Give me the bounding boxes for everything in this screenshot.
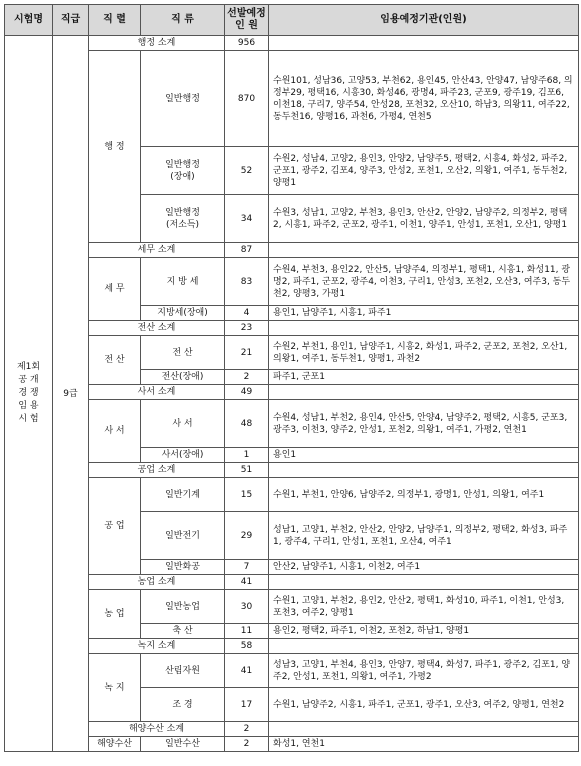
kind-cell: 일반행정 (장애) <box>141 147 225 195</box>
exam-name-line: 제1회 <box>16 362 41 372</box>
subtotal-dest <box>269 463 579 478</box>
kind-cell: 일반전기 <box>141 512 225 560</box>
dest-cell: 용인2, 평택2, 파주1, 이천2, 포천2, 하남1, 양평1 <box>269 624 579 639</box>
kind-cell: 전 산 <box>141 336 225 370</box>
subtotal-dest <box>269 385 579 400</box>
kind-cell: 산림자원 <box>141 654 225 688</box>
table-row <box>5 737 579 752</box>
header-count-line: 인 원 <box>235 20 258 31</box>
count-cell: 29 <box>225 512 269 560</box>
kind-cell: 일반행정 <box>141 51 225 147</box>
count-cell: 21 <box>225 336 269 370</box>
dest-cell: 용인1, 남양주1, 시흥1, 파주1 <box>269 306 579 321</box>
dest-cell: 화성1, 연천1 <box>269 737 579 752</box>
subtotal-label: 사서 소계 <box>89 385 225 400</box>
exam-name-line: 임 용 <box>18 401 39 411</box>
kind-cell: 축 산 <box>141 624 225 639</box>
dest-cell: 수원3, 성남1, 고양2, 부천3, 용인3, 안산2, 안양2, 남양주2, 의정부2, 평택2, 시흥1, 파주2, 군포2, 광주1, 이천1, 양주1, 안성1, 포천1, 오산1, 양평1 <box>269 195 579 243</box>
exam-name-line: 시 험 <box>18 414 39 424</box>
subtotal-dest <box>269 36 579 51</box>
count-cell: 83 <box>225 258 269 306</box>
table-row <box>5 36 579 51</box>
subtotal-count: 41 <box>225 575 269 590</box>
table-row <box>5 722 579 737</box>
count-cell: 7 <box>225 560 269 575</box>
kind-cell: 일반기계 <box>141 478 225 512</box>
kind-cell: 일반수산 <box>141 737 225 752</box>
series-cell: 해양수산 <box>89 737 141 752</box>
subtotal-label: 녹지 소계 <box>89 639 225 654</box>
subtotal-label: 전산 소계 <box>89 321 225 336</box>
series-cell: 농 업 <box>89 590 141 639</box>
subtotal-count: 956 <box>225 36 269 51</box>
count-cell: 52 <box>225 147 269 195</box>
header-dest: 임용예정기관(인원) <box>269 5 579 36</box>
count-cell: 34 <box>225 195 269 243</box>
header-count <box>225 5 269 36</box>
kind-cell: 일반행정 (저소득) <box>141 195 225 243</box>
dest-cell: 수원1, 남양주2, 시흥1, 파주1, 군포1, 광주1, 오산3, 여주2, 양평1, 연천2 <box>269 688 579 722</box>
exam-name-line: 공 개 <box>18 375 39 385</box>
count-cell: 2 <box>225 737 269 752</box>
count-cell: 17 <box>225 688 269 722</box>
subtotal-dest <box>269 243 579 258</box>
dest-cell: 수원1, 고양1, 부천2, 용인2, 안산2, 평택1, 화성10, 파주1, 이천1, 안성3, 포천3, 여주2, 양평1 <box>269 590 579 624</box>
table-row <box>5 258 579 306</box>
kind-cell: 조 경 <box>141 688 225 722</box>
series-cell: 녹 지 <box>89 654 141 722</box>
header-exam: 시험명 <box>5 5 53 36</box>
header-series: 직 렬 <box>89 5 141 36</box>
subtotal-label: 행정 소계 <box>89 36 225 51</box>
table-row <box>5 478 579 512</box>
table-row <box>5 400 579 448</box>
dest-cell: 성남1, 고양1, 부천2, 안산2, 안양2, 남양주1, 의정부2, 평택2, 화성3, 파주1, 광주4, 구리1, 안성1, 포천1, 오산4, 여주1 <box>269 512 579 560</box>
dest-cell: 수원2, 성남4, 고양2, 용인3, 안양2, 남양주5, 평택2, 시흥4, 화성2, 파주2, 군포1, 광주2, 김포4, 양주3, 안성2, 포천1, 오산2, 의왕1, 여주1, 동두천2, 양평1 <box>269 147 579 195</box>
header-count-line: 선발예정 <box>227 8 266 19</box>
series-cell: 행 정 <box>89 51 141 243</box>
header-grade: 직급 <box>53 5 89 36</box>
subtotal-label: 공업 소계 <box>89 463 225 478</box>
count-cell: 1 <box>225 448 269 463</box>
count-cell: 11 <box>225 624 269 639</box>
grade-cell: 9급 <box>53 36 89 752</box>
dest-cell: 파주1, 군포1 <box>269 370 579 385</box>
subtotal-count: 49 <box>225 385 269 400</box>
count-cell: 15 <box>225 478 269 512</box>
table-row <box>5 336 579 370</box>
subtotal-count: 23 <box>225 321 269 336</box>
subtotal-dest <box>269 321 579 336</box>
table-row <box>5 463 579 478</box>
header-kind: 직 류 <box>141 5 225 36</box>
dest-cell: 수원2, 부천1, 용인1, 남양주1, 시흥2, 화성1, 파주2, 군포2, 포천2, 오산1, 의왕1, 여주1, 동두천1, 양평1, 과천2 <box>269 336 579 370</box>
subtotal-dest <box>269 575 579 590</box>
header-row <box>5 5 579 36</box>
recruitment-table-wrapper <box>4 4 578 752</box>
dest-cell: 수원1, 부천1, 안양6, 남양주2, 의정부1, 광명1, 안성1, 의왕1, 여주1 <box>269 478 579 512</box>
kind-cell: 일반농업 <box>141 590 225 624</box>
count-cell: 2 <box>225 370 269 385</box>
series-cell: 사 서 <box>89 400 141 463</box>
count-cell: 4 <box>225 306 269 321</box>
count-cell: 30 <box>225 590 269 624</box>
dest-cell: 용인1 <box>269 448 579 463</box>
kind-cell: 일반화공 <box>141 560 225 575</box>
kind-cell: 사서(장애) <box>141 448 225 463</box>
subtotal-dest <box>269 639 579 654</box>
exam-name-line: 경 쟁 <box>18 388 39 398</box>
kind-cell: 지방세(장애) <box>141 306 225 321</box>
exam-name-cell <box>5 36 53 752</box>
table-row <box>5 590 579 624</box>
count-cell: 870 <box>225 51 269 147</box>
series-cell: 전 산 <box>89 336 141 385</box>
subtotal-label: 농업 소계 <box>89 575 225 590</box>
dest-cell: 수원4, 부천3, 용인22, 안산5, 남양주4, 의정부1, 평택1, 시흥1, 화성11, 광명2, 파주1, 군포2, 광주4, 이천3, 구리1, 안성3, 포천2, 오산3, 여주3, 동두천2, 양평3, 가평1 <box>269 258 579 306</box>
table-row <box>5 385 579 400</box>
dest-cell: 수원101, 성남36, 고양53, 부천62, 용인45, 안산43, 안양47, 남양주68, 의정부29, 평택16, 시흥30, 화성46, 광명4, 파주23, 군포9, 광주19, 김포6, 이천18, 구리7, 양주54, 안성28, 포천32, 오산10, 하남3, 의왕11, 여주22, 동두천16, 양평16, 과천6, 가평4, 연천5 <box>269 51 579 147</box>
subtotal-count: 87 <box>225 243 269 258</box>
table-row <box>5 654 579 688</box>
table-row <box>5 575 579 590</box>
dest-cell: 안산2, 남양주1, 시흥1, 이천2, 여주1 <box>269 560 579 575</box>
subtotal-count: 58 <box>225 639 269 654</box>
table-row <box>5 243 579 258</box>
series-cell: 세 무 <box>89 258 141 321</box>
table-row <box>5 51 579 147</box>
subtotal-count: 51 <box>225 463 269 478</box>
table-row <box>5 321 579 336</box>
table-row <box>5 639 579 654</box>
kind-cell: 지 방 세 <box>141 258 225 306</box>
count-cell: 48 <box>225 400 269 448</box>
subtotal-dest <box>269 722 579 737</box>
kind-cell: 사 서 <box>141 400 225 448</box>
dest-cell: 성남3, 고양1, 부천4, 용인3, 안양7, 평택4, 화성7, 파주1, 광주2, 김포1, 양주2, 안성1, 포천1, 의왕1, 여주1, 가평2 <box>269 654 579 688</box>
kind-cell: 전산(장애) <box>141 370 225 385</box>
recruitment-table <box>4 4 579 752</box>
series-cell: 공 업 <box>89 478 141 575</box>
subtotal-label: 세무 소계 <box>89 243 225 258</box>
subtotal-count: 2 <box>225 722 269 737</box>
subtotal-label: 해양수산 소계 <box>89 722 225 737</box>
dest-cell: 수원4, 성남1, 부천2, 용인4, 안산5, 안양4, 남양주2, 평택2, 시흥5, 군포3, 광주3, 이천3, 양주2, 안성1, 포천2, 의왕1, 여주1, 가평2, 연천1 <box>269 400 579 448</box>
count-cell: 41 <box>225 654 269 688</box>
